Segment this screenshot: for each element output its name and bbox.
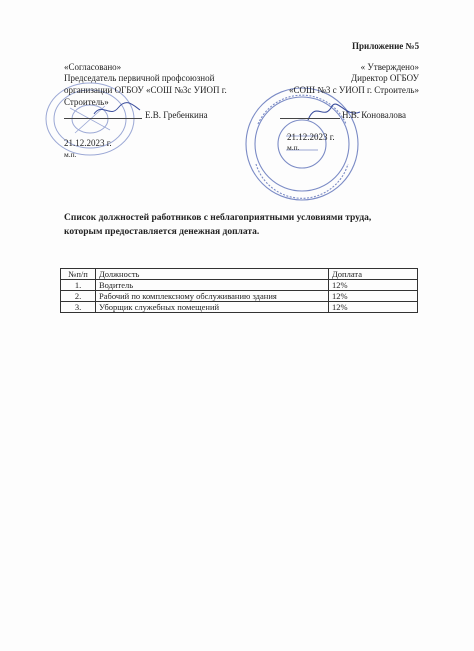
right-date: 21.12.2023 г. bbox=[287, 132, 335, 142]
left-line-3: Строитель» bbox=[64, 97, 109, 107]
right-signature-line bbox=[280, 118, 340, 119]
row-num: 2. bbox=[61, 291, 96, 302]
right-mp: м.п. bbox=[287, 143, 300, 152]
row-num: 1. bbox=[61, 280, 96, 291]
table-header-row bbox=[61, 269, 418, 280]
table-row bbox=[61, 291, 418, 302]
left-signer-name: Е.В. Гребенкина bbox=[145, 110, 208, 120]
header-position: Должность bbox=[96, 269, 329, 280]
row-position: Уборщик служебных помещений bbox=[96, 302, 329, 313]
appendix-label: Приложение №5 bbox=[352, 41, 420, 51]
left-line-1: Председатель первичной профсоюзной bbox=[64, 73, 215, 83]
right-line-1: Директор ОГБОУ bbox=[351, 73, 419, 83]
table-row bbox=[61, 280, 418, 291]
left-signature-line bbox=[64, 118, 142, 119]
table-row bbox=[61, 302, 418, 313]
document-title-line-2: которым предоставляется денежная доплата. bbox=[64, 227, 260, 237]
row-num: 3. bbox=[61, 302, 96, 313]
row-position: Рабочий по комплексному обслуживанию здания bbox=[96, 291, 329, 302]
header-pay: Доплата bbox=[329, 269, 418, 280]
right-line-2: «СОШ №3 с УИОП г. Строитель» bbox=[289, 85, 419, 95]
row-pay: 12% bbox=[329, 280, 418, 291]
agreed-label: «Согласовано» bbox=[64, 62, 122, 72]
left-line-2: организации ОГБОУ «СОШ №3с УИОП г. bbox=[64, 85, 227, 95]
right-signer-name: Н.В. Коновалова bbox=[342, 110, 406, 120]
row-pay: 12% bbox=[329, 302, 418, 313]
header-num: №п/п bbox=[61, 269, 96, 280]
approved-label: « Утверждено» bbox=[360, 62, 419, 72]
left-date: 21.12.2023 г. bbox=[64, 138, 112, 148]
left-mp: м.п. bbox=[64, 150, 77, 159]
positions-table bbox=[60, 268, 418, 313]
row-pay: 12% bbox=[329, 291, 418, 302]
document-title-line-1: Список должностей работников с неблагоприятными условиями труда, bbox=[64, 213, 372, 223]
row-position: Водитель bbox=[96, 280, 329, 291]
